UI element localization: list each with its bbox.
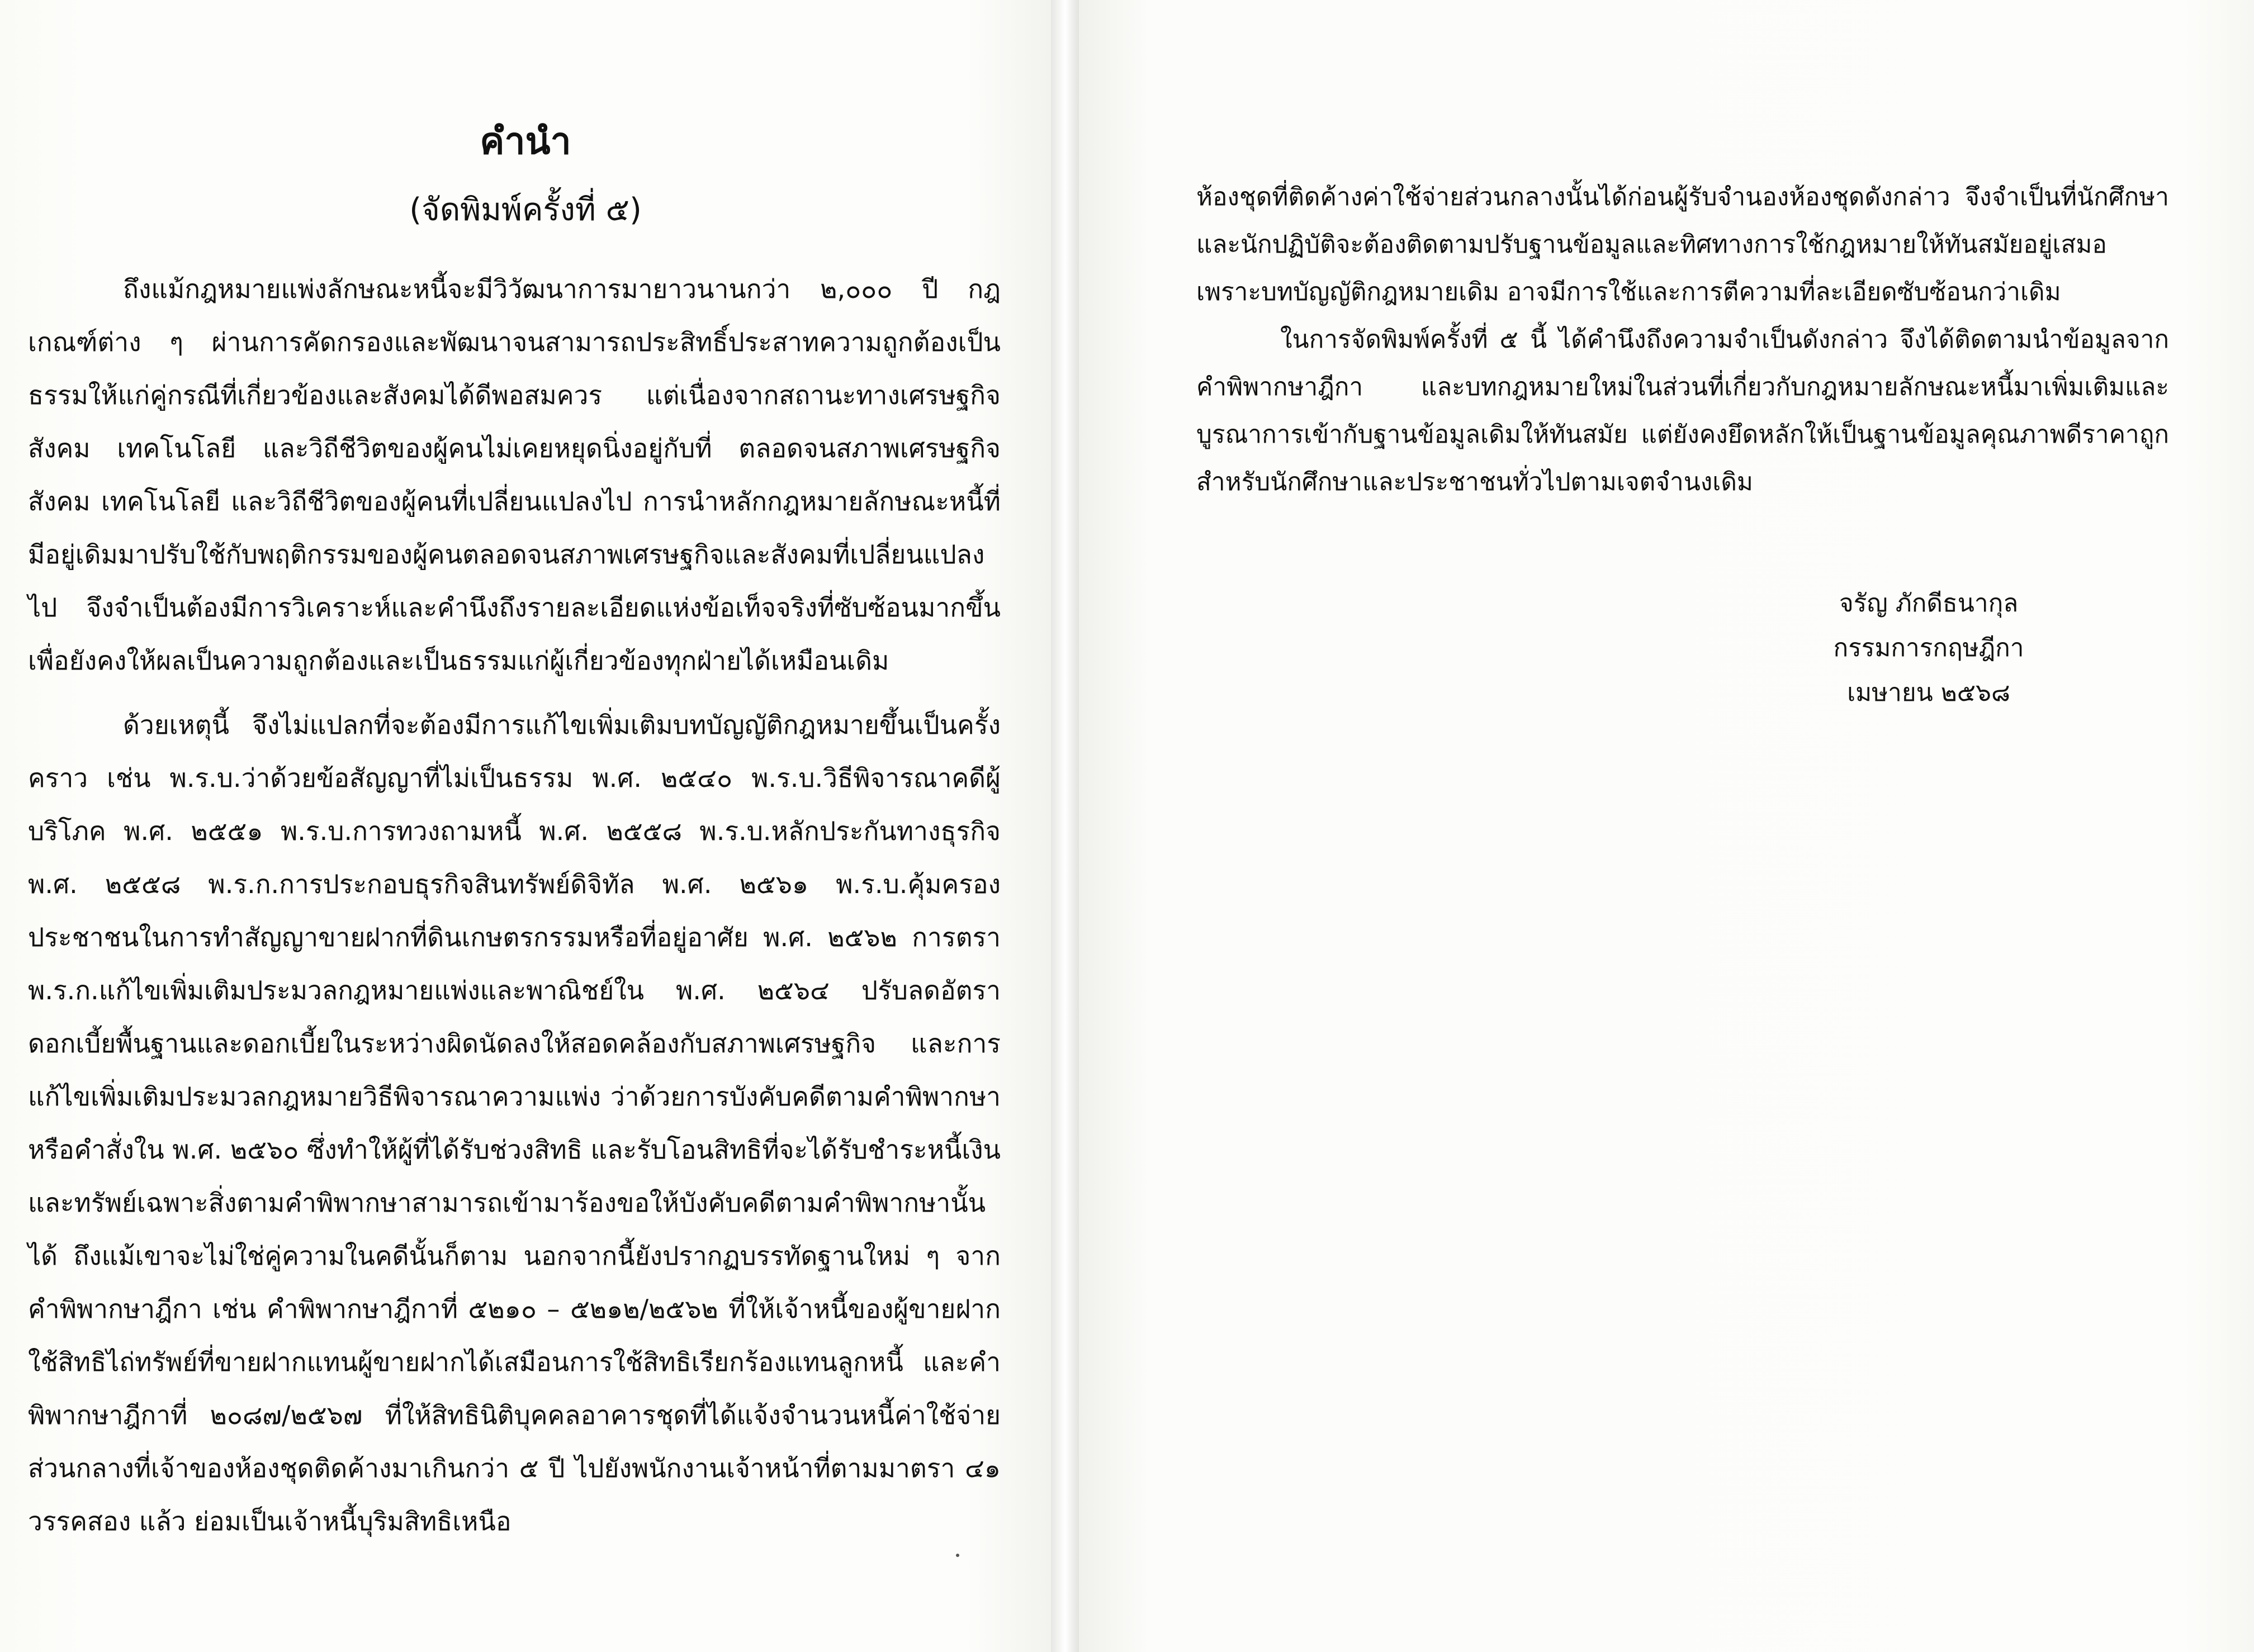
book-gutter — [1051, 0, 1079, 1652]
left-page — [0, 0, 1051, 1652]
author-name: จรัญ ภักดีธนากุล — [1839, 589, 2019, 618]
author-position: กรรมการกฤษฎีกา — [1833, 634, 2024, 662]
paragraph-continued: ห้องชุดที่ติดค้างค่าใช้จ่ายส่วนกลางนั้นได้ก่อนผู้รับจำนองห้องชุดดังกล่าว จึงจำเป็นที่นักศึกษาและนักปฏิบัติจะต้องติดตามปรับฐานข้อมูลและทิศทางการใช้กฎหมายให้ทันสมัยอยู่เสมอ เพราะบทบัญญัติกฎหมายเดิม อาจมีการใช้และการตีความที่ละเอียดซับซ้อนกว่าเดิม — [1196, 183, 2169, 306]
page-subtitle: (จัดพิมพ์ครั้งที่ ๕) — [409, 192, 642, 228]
signature-block — [1733, 581, 2124, 715]
paragraph-fifth-edition: ในการจัดพิมพ์ครั้งที่ ๕ นี้ ได้คำนึงถึงความจำเป็นดังกล่าว จึงได้ติดตามนำข้อมูลจากคำพิพากษาฎีกา และบทกฎหมายใหม่ในส่วนที่เกี่ยวกับกฎหมายลักษณะหนี้มาเพิ่มเติมและบูรณาการเข้ากับฐานข้อมูลเดิมให้ทันสมัย แต่ยังคงยึดหลักให้เป็นฐานข้อมูลคุณภาพดีราคาถูกสำหรับนักศึกษาและประชาชนทั่วไปตามเจตจำนงเดิม — [1196, 325, 2169, 496]
paragraph-intro: ถึงแม้กฎหมายแพ่งลักษณะหนี้จะมีวิวัฒนาการมายาวนานกว่า ๒,๐๐๐ ปี กฎเกณฑ์ต่าง ๆ ผ่านการคัดกรองและพัฒนาจนสามารถประสิทธิ์ประสาทความถูกต้องเป็นธรรมให้แก่คู่กรณีที่เกี่ยวข้องและสังคมได้ดีพอสมควร แต่เนื่องจากสถานะทางเศรษฐกิจ สังคม เทคโนโลยี และวิถีชีวิตของผู้คนไม่เคยหยุดนิ่งอยู่กับที่ ตลอดจนสภาพเศรษฐกิจ สังคม เทคโนโลยี และวิถีชีวิตของผู้คนที่เปลี่ยนแปลงไป การนำหลักกฎหมายลักษณะหนี้ที่มีอยู่เดิมมาปรับใช้กับพฤติกรรมของผู้คนตลอดจนสภาพเศรษฐกิจและสังคมที่เปลี่ยนแปลงไป จึงจำเป็นต้องมีการวิเคราะห์และคำนึงถึงรายละเอียดแห่งข้อเท็จจริงที่ซับซ้อนมากขึ้น เพื่อยังคงให้ผลเป็นความถูกต้องและเป็นธรรมแก่ผู้เกี่ยวข้องทุกฝ่ายได้เหมือนเดิม — [28, 274, 1001, 676]
page-title: คำนำ — [480, 120, 571, 163]
right-body-text — [1196, 173, 2169, 506]
left-body-text — [28, 263, 1001, 1559]
signature-date: เมษายน ๒๕๖๘ — [1847, 678, 2010, 707]
ink-speck — [956, 1554, 959, 1557]
paragraph-amendments: ด้วยเหตุนี้ จึงไม่แปลกที่จะต้องมีการแก้ไขเพิ่มเติมบทบัญญัติกฎหมายขึ้นเป็นครั้งคราว เช่น พ.ร.บ.ว่าด้วยข้อสัญญาที่ไม่เป็นธรรม พ.ศ. ๒๕๔๐ พ.ร.บ.วิธีพิจารณาคดีผู้บริโภค พ.ศ. ๒๕๕๑ พ.ร.บ.การทวงถามหนี้ พ.ศ. ๒๕๕๘ พ.ร.บ.หลักประกันทางธุรกิจ พ.ศ. ๒๕๕๘ พ.ร.ก.การประกอบธุรกิจสินทรัพย์ดิจิทัล พ.ศ. ๒๕๖๑ พ.ร.บ.คุ้มครองประชาชนในการทำสัญญาขายฝากที่ดินเกษตรกรรมหรือที่อยู่อาศัย พ.ศ. ๒๕๖๒ การตรา พ.ร.ก.แก้ไขเพิ่มเติมประมวลกฎหมายแพ่งและพาณิชย์ใน พ.ศ. ๒๕๖๔ ปรับลดอัตราดอกเบี้ยพื้นฐานและดอกเบี้ยในระหว่างผิดนัดลงให้สอดคล้องกับสภาพเศรษฐกิจ และการแก้ไขเพิ่มเติมประมวลกฎหมายวิธีพิจารณาความแพ่ง ว่าด้วยการบังคับคดีตามคำพิพากษาหรือคำสั่งใน พ.ศ. ๒๕๖๐ ซึ่งทำให้ผู้ที่ได้รับช่วงสิทธิ และรับโอนสิทธิที่จะได้รับชำระหนี้เงินและทรัพย์เฉพาะสิ่งตามคำพิพากษาสามารถเข้ามาร้องขอให้บังคับคดีตามคำพิพากษานั้นได้ ถึงแม้เขาจะไม่ใช่คู่ความในคดีนั้นก็ตาม นอกจากนี้ยังปรากฏบรรทัดฐานใหม่ ๆ จากคำพิพากษาฎีกา เช่น คำพิพากษาฎีกาที่ ๕๒๑๐ – ๕๒๑๒/๒๕๖๒ ที่ให้เจ้าหนี้ของผู้ขายฝากใช้สิทธิไถ่ทรัพย์ที่ขายฝากแทนผู้ขายฝากได้เสมือนการใช้สิทธิเรียกร้องแทนลูกหนี้ และคำพิพากษาฎีกาที่ ๒๐๘๗/๒๕๖๗ ที่ให้สิทธินิติบุคคลอาคารชุดที่ได้แจ้งจำนวนหนี้ค่าใช้จ่ายส่วนกลางที่เจ้าของห้องชุดติดค้างมาเกินกว่า ๕ ปี ไปยังพนักงานเจ้าหน้าที่ตามมาตรา ๔๑ วรรคสอง แล้ว ย่อมเป็นเจ้าหนี้บุริมสิทธิเหนือ — [28, 710, 1001, 1536]
